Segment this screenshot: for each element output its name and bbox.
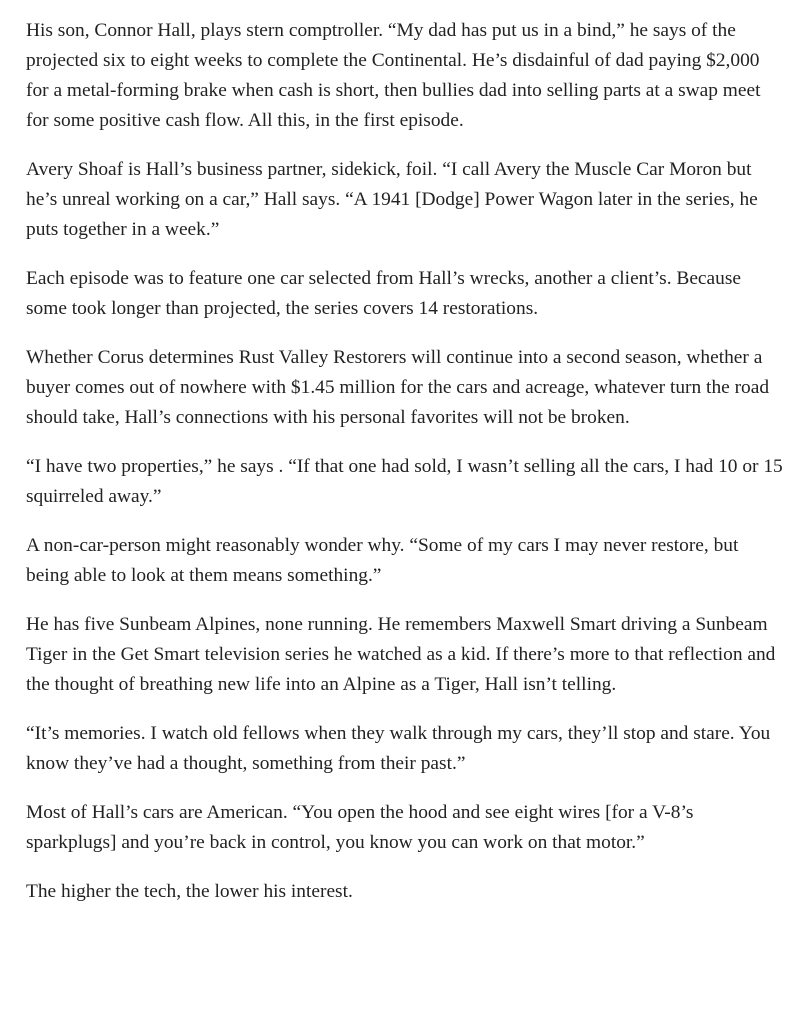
paragraph-non-car-person: A non-car-person might reasonably wonder why. “Some of my cars I may never restore, but being able to look at them means something.”	[26, 535, 739, 586]
paragraph-higher-tech: The higher the tech, the lower his interest.	[26, 881, 353, 902]
article-body	[26, 16, 786, 926]
paragraph-american-cars: Most of Hall’s cars are American. “You open the hood and see eight wires [for a V-8’s sparkplugs] and you’re back in control, you know you can work on that motor.”	[26, 802, 694, 853]
paragraph-episodes: Each episode was to feature one car selected from Hall’s wrecks, another a client’s. Because some took longer than projected, the series covers 14 restorations.	[26, 268, 741, 319]
paragraph-memories: “It’s memories. I watch old fellows when they walk through my cars, they’ll stop and stare. You know they’ve had a thought, something from their past.”	[26, 723, 771, 774]
paragraph-sunbeam-alpines: He has five Sunbeam Alpines, none running. He remembers Maxwell Smart driving a Sunbeam Tiger in the Get Smart television series he watched as a kid. If there’s more to that reflection and the thought of breathing new life into an Alpine as a Tiger, Hall isn’t telling.	[26, 614, 776, 695]
paragraph-two-properties: “I have two properties,” he says . “If that one had sold, I wasn’t selling all the cars, I had 10 or 15 squirreled away.”	[26, 456, 783, 507]
paragraph-avery-shoaf: Avery Shoaf is Hall’s business partner, sidekick, foil. “I call Avery the Muscle Car Moron but he’s unreal working on a car,” Hall says. “A 1941 [Dodge] Power Wagon later in the series, he puts together in a week.”	[26, 159, 758, 240]
paragraph-second-season: Whether Corus determines Rust Valley Restorers will continue into a second season, whether a buyer comes out of nowhere with $1.45 million for the cars and acreage, whatever turn the road should take, Hall’s connections with his personal favorites will not be broken.	[26, 347, 770, 428]
paragraph-connor-hall: His son, Connor Hall, plays stern comptroller. “My dad has put us in a bind,” he says of the projected six to eight weeks to complete the Continental. He’s disdainful of dad paying $2,000 for a metal-forming brake when cash is short, then bullies dad into selling parts at a swap meet for some positive cash flow. All this, in the first episode.	[26, 20, 761, 131]
